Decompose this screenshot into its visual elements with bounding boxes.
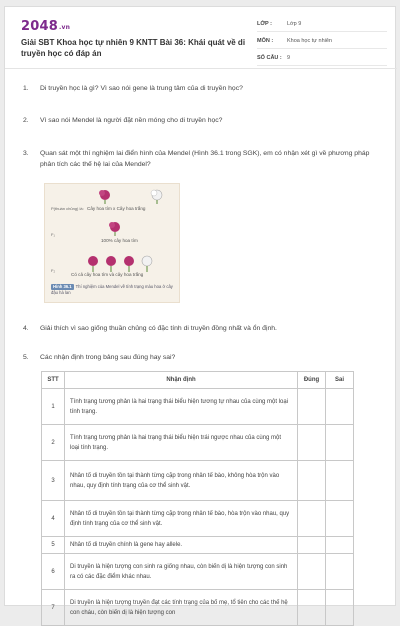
- question-text: Giải thích vì sao giống thuần chủng có đặc tính di truyền đồng nhất và ổn định.: [40, 325, 277, 332]
- question-number: 2.: [23, 117, 29, 124]
- row-number: 3: [42, 461, 65, 501]
- logo-text: 2048: [21, 19, 58, 34]
- caption-text: Thí nghiệm của Mendel về tính trạng màu hoa ở cây đậu hà lan: [51, 284, 173, 295]
- mendel-experiment-figure: [44, 183, 180, 303]
- f2-flowers: [85, 254, 165, 272]
- question-2: [23, 115, 379, 126]
- question-text: Quan sát một thí nghiệm lai điển hình của Mendel (Hình 36.1 trong SGK), em có nhận xét gì về phương pháp phân tích các thế hệ lai của Mendel?: [40, 150, 370, 168]
- row-number: 7: [42, 590, 65, 626]
- false-cell[interactable]: [326, 590, 354, 626]
- generation-label: F₁: [51, 232, 55, 237]
- question-5: [23, 352, 379, 363]
- statement-text: Tính trạng tương phản là hai trạng thái biểu hiện tương tự nhau của cùng một loại tính trạng.: [65, 389, 298, 425]
- logo-suffix: .vn: [58, 24, 71, 31]
- purple-flower-icon: [124, 256, 134, 272]
- question-3: [23, 148, 379, 170]
- question-number: 5.: [23, 354, 29, 361]
- page-title: Giải SBT Khoa học tự nhiên 9 KNTT Bài 36: Khái quát về di truyền học có đáp án: [21, 38, 246, 58]
- column-header-statement: Nhận định: [65, 372, 298, 389]
- table-row: [42, 389, 354, 425]
- row-number: 4: [42, 501, 65, 537]
- purple-flower-icon: [106, 256, 116, 272]
- white-flower-icon: [151, 190, 162, 204]
- true-cell[interactable]: [298, 389, 326, 425]
- meta-label: MÔN :: [257, 38, 274, 44]
- generation-label: F₂: [51, 268, 55, 273]
- row-number: 6: [42, 554, 65, 590]
- worksheet-page: [4, 6, 396, 616]
- true-cell[interactable]: [298, 461, 326, 501]
- page-header: [5, 7, 397, 69]
- false-cell[interactable]: [326, 554, 354, 590]
- table-row: [42, 554, 354, 590]
- column-header-true: Đúng: [298, 372, 326, 389]
- table-row: [42, 590, 354, 626]
- meta-value: Khoa học tự nhiên: [287, 38, 332, 44]
- meta-value: Lớp 9: [287, 21, 302, 27]
- row-number: 2: [42, 425, 65, 461]
- white-flower-icon: [142, 256, 152, 272]
- meta-row-class: [257, 17, 387, 32]
- false-cell[interactable]: [326, 425, 354, 461]
- question-text: Di truyền học là gì? Vì sao nói gene là trung tâm của di truyền học?: [40, 85, 243, 92]
- false-cell[interactable]: [326, 389, 354, 425]
- generation-label: P(thuần chủng) là:: [51, 206, 84, 211]
- true-cell[interactable]: [298, 590, 326, 626]
- true-cell[interactable]: [298, 554, 326, 590]
- table-row: [42, 461, 354, 501]
- meta-label: SỐ CÂU :: [257, 55, 282, 61]
- purple-flower-icon: [109, 222, 120, 236]
- meta-row-count: [257, 51, 387, 66]
- row-number: 5: [42, 537, 65, 554]
- parent-flowers: [93, 188, 173, 204]
- true-cell[interactable]: [298, 537, 326, 554]
- table-header-row: [42, 372, 354, 389]
- question-1: [23, 83, 379, 94]
- false-cell[interactable]: [326, 461, 354, 501]
- purple-flower-icon: [88, 256, 98, 272]
- statement-text: Di truyền là hiện tượng truyền đạt các tính trạng của bố mẹ, tổ tiên cho các thế hệ con cháu, còn biến dị là hiện tượng con: [65, 590, 298, 626]
- figure-caption: [51, 284, 175, 295]
- table-row: [42, 425, 354, 461]
- question-text: Vì sao nói Mendel là người đặt nền móng cho di truyền học?: [40, 117, 223, 124]
- true-cell[interactable]: [298, 425, 326, 461]
- f1-label: 100% cây hoa tím: [101, 238, 138, 243]
- question-number: 1.: [23, 85, 29, 92]
- meta-panel: [257, 17, 387, 68]
- column-header-stt: STT: [42, 372, 65, 389]
- false-cell[interactable]: [326, 501, 354, 537]
- cross-label: Cây hoa tím x Cây hoa trắng: [87, 206, 146, 211]
- meta-row-subject: [257, 34, 387, 49]
- table-row: [42, 537, 354, 554]
- site-logo[interactable]: [21, 19, 70, 34]
- statement-text: Nhân tố di truyền tồn tại thành từng cặp trong nhân tế bào, hòa trộn vào nhau, quy định tính trạng của cơ thể sinh vật.: [65, 501, 298, 537]
- question-number: 3.: [23, 150, 29, 157]
- table-row: [42, 501, 354, 537]
- true-cell[interactable]: [298, 501, 326, 537]
- statement-text: Di truyền là hiện tượng con sinh ra giống nhau, còn biến dị là hiện tượng con sinh ra có các đặc điểm khác nhau.: [65, 554, 298, 590]
- row-number: 1: [42, 389, 65, 425]
- statement-table: [41, 371, 354, 626]
- question-number: 4.: [23, 325, 29, 332]
- column-header-false: Sai: [326, 372, 354, 389]
- statement-text: Nhân tố di truyền chính là gene hay allele.: [65, 537, 298, 554]
- f2-label: Có cả cây hoa tím và cây hoa trắng: [71, 272, 144, 277]
- meta-label: LỚP :: [257, 21, 272, 27]
- statement-text: Nhân tố di truyền tồn tại thành từng cặp trong nhân tế bào, không hòa trộn vào nhau, quy định tính trạng của cơ thể sinh vật.: [65, 461, 298, 501]
- question-4: [23, 323, 379, 334]
- f1-flower: [105, 220, 125, 236]
- false-cell[interactable]: [326, 537, 354, 554]
- question-text: Các nhận định trong bảng sau đúng hay sai?: [40, 354, 176, 361]
- purple-flower-icon: [99, 190, 110, 204]
- meta-value: 9: [287, 55, 291, 61]
- statement-text: Tính trạng tương phản là hai trạng thái biểu hiện trái ngược nhau của cùng một loại tính trạng.: [65, 425, 298, 461]
- figure-badge: Hình 36.1: [53, 284, 72, 289]
